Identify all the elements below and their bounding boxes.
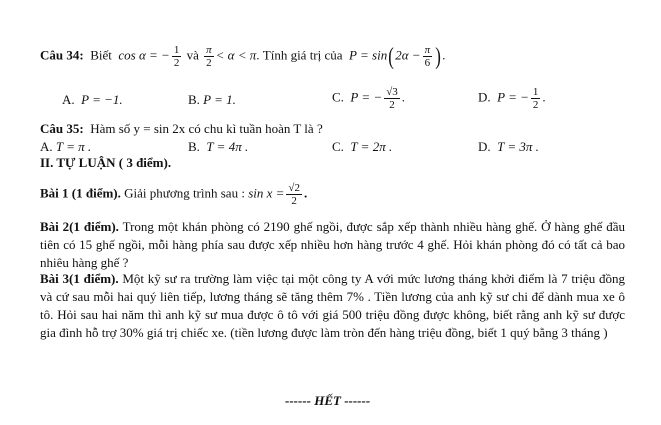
exercise-2-title: Bài 2(1 điểm). xyxy=(40,219,119,234)
question-34-intro: Biết xyxy=(90,47,112,63)
option-34-d: D. P = − $\frac{1}{2}$ . xyxy=(478,86,546,111)
exercise-2-text: Trong một khán phòng có 2190 ghế ngồi, được sắp xếp thành nhiều hàng ghế. Ở hàng ghế đầu tiên có 15 ghế ngồi, mỗi hàng phía sau được xếp nhiều hơn hàng trước 4 ghế. Hỏi khán phòng đó có tất cả bao nhiêu hàng ghế ? xyxy=(40,219,626,270)
option-35-b: B. T = 4π . xyxy=(188,139,249,154)
option-35-a: A. T = π . xyxy=(40,139,92,154)
section-heading: II. TỰ LUẬN ( 3 điểm). xyxy=(40,155,172,170)
fraction-pi-sixth: $\frac{\pi}{6}$ xyxy=(424,44,431,69)
question-34: Câu 34: Biết cos α = − $\frac{1}{2}$ và $\frac{\pi}{2}$ < α < π. Tính giá trị của P = sin(2α − $\frac{\pi}{6}$ ). xyxy=(40,43,446,70)
exercise-3-text: Một kỹ sư ra trường làm việc tại một công ty A với mức lương tháng khởi điểm là 7 triệu đồng và cứ sau mỗi hai quý liên tiếp, lương tháng sẽ tăng thêm 7% . Tiền lương của anh kỹ sư chi để dành mua xe ô tô. Hỏi sau hai năm thì anh kỹ sư mua được ô tô với giá 500 triệu đồng được không, biết rằng anh kỹ sư được gia đình hỗ trợ 30% giá trị chiếc xe. (tiền lương được làm tròn đến hàng triệu đồng, biết 1 quý bằng 3 tháng ) xyxy=(40,271,625,340)
option-35-d: D. T = 3π . xyxy=(478,139,539,154)
end-marker: ------ HẾT ------ xyxy=(285,393,371,408)
inner-expression: 2α − xyxy=(395,47,421,63)
question-34-label: Câu 34: xyxy=(40,47,84,63)
p-equals-sin: P = sin xyxy=(349,47,388,63)
question-35 xyxy=(40,121,323,137)
fraction-one-over-2: $\frac{1}{2}$ xyxy=(532,86,539,111)
exercise-1-title: Bài 1 (1 điểm). xyxy=(40,185,121,201)
question-35-label: Câu 35: xyxy=(40,121,84,136)
option-35-c: C. T = 2π . xyxy=(332,139,393,154)
fraction-pi-half: $\frac{\pi}{2}$ xyxy=(206,44,212,69)
question-35-text: Hàm số y = sin 2x có chu kì tuần hoàn T là ? xyxy=(90,121,323,136)
exercise-3-title: Bài 3(1 điểm). xyxy=(40,271,119,286)
exercise-1-equation: sin x = xyxy=(248,185,285,201)
fraction-sqrt3-over-2: $\frac{√3}{2}$ xyxy=(386,86,398,111)
option-34-a: A. P = −1. xyxy=(62,92,123,107)
cos-condition: cos α = − xyxy=(118,47,170,63)
fraction-sqrt2-over-2: $\frac{√2}{2}$ xyxy=(288,182,300,207)
alpha-range: < α < π xyxy=(215,47,257,63)
exercise-1: Bài 1 (1 điểm). Giải phương trình sau : sin x = $\frac{√2}{2}$ . xyxy=(40,182,308,207)
exercise-1-text: Giải phương trình sau : xyxy=(124,185,245,201)
exercise-3 xyxy=(40,270,625,342)
option-34-c: C. P = − $\frac{√3}{2}$ . xyxy=(332,86,405,111)
fraction-one-half: $\frac{1}{2}$ xyxy=(173,44,180,69)
and-word: và xyxy=(186,47,199,63)
exercise-2 xyxy=(40,218,625,272)
find-text: . Tính giá trị của xyxy=(256,47,343,63)
option-34-b: B. P = 1. xyxy=(188,92,236,107)
